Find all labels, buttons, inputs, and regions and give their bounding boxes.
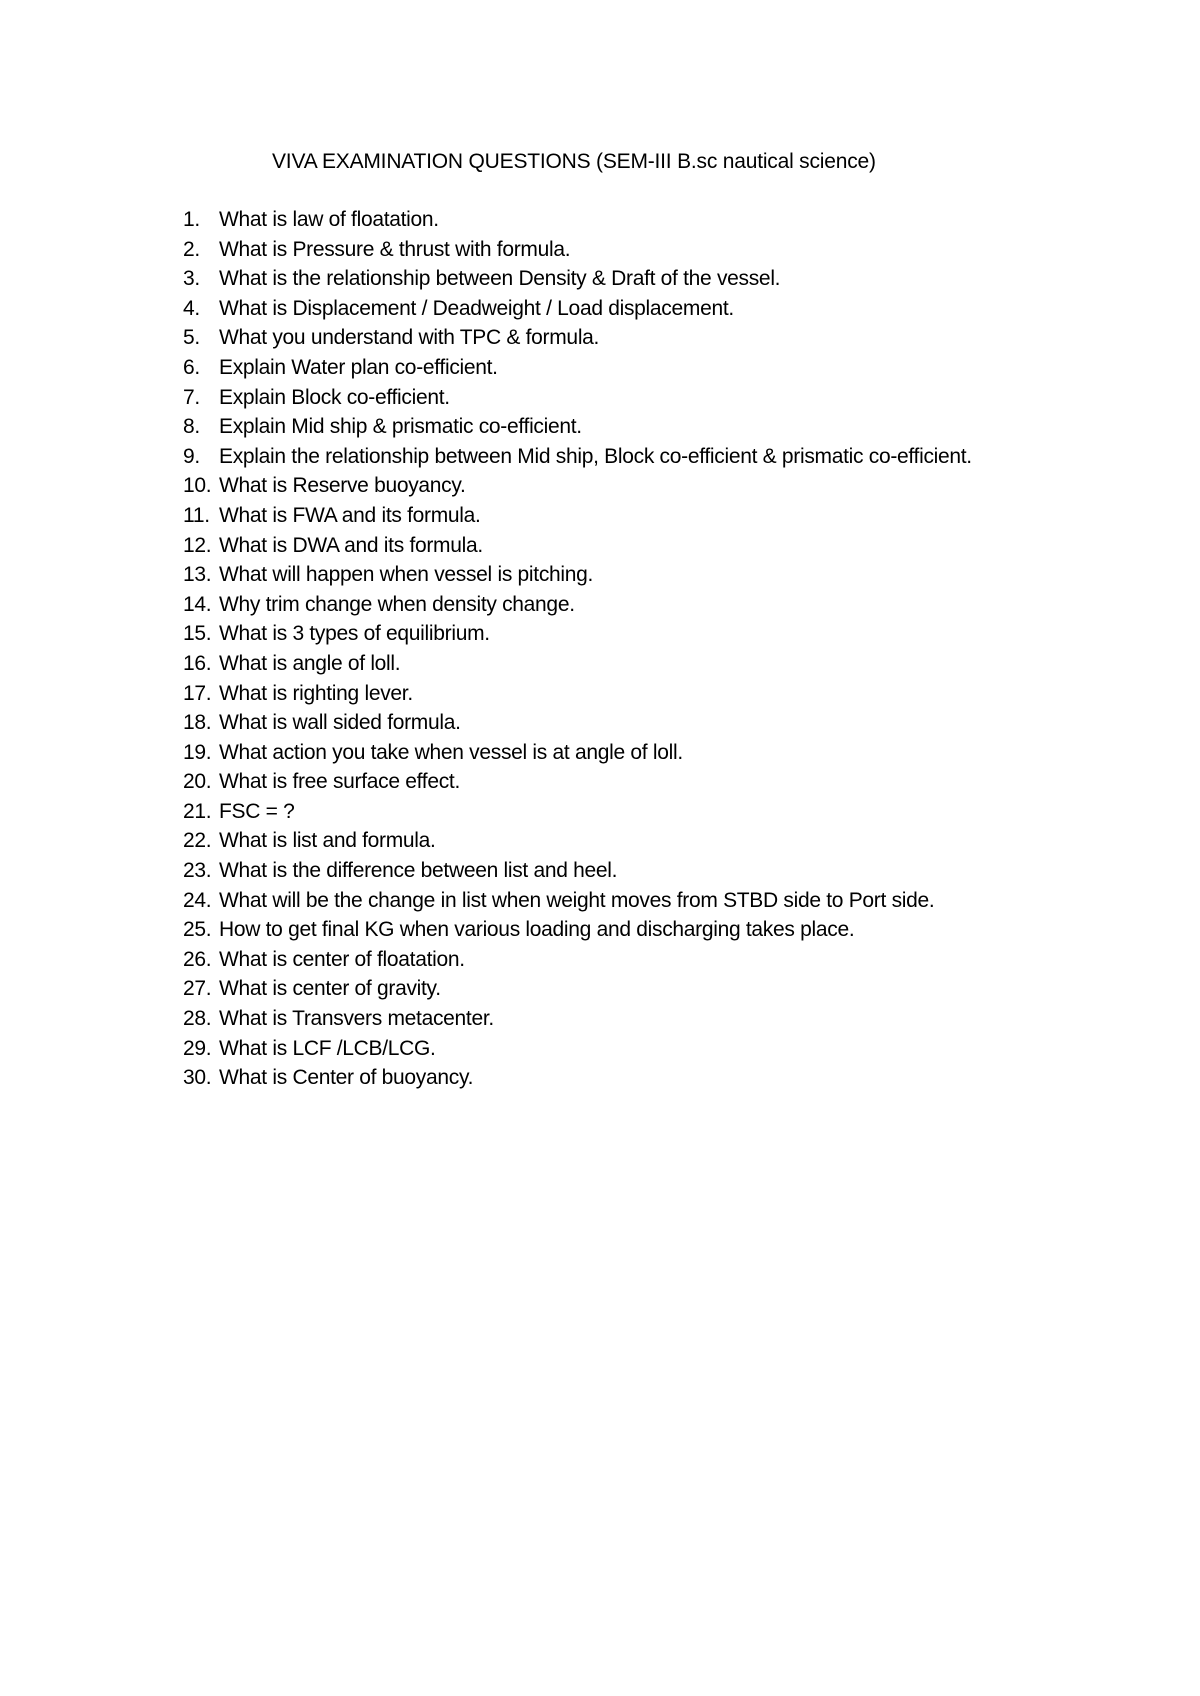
question-text: What action you take when vessel is at angle of loll. (219, 740, 683, 764)
question-text: What you understand with TPC & formula. (219, 326, 600, 350)
question-item (183, 294, 972, 324)
question-item (183, 649, 972, 679)
question-number: 16. (183, 651, 212, 675)
question-item (183, 915, 972, 945)
question-number: 25. (183, 918, 212, 942)
question-number: 13. (183, 563, 212, 587)
question-item (183, 797, 972, 827)
question-text: Explain the relationship between Mid ship, Block co-efficient & prismatic co-efficient. (219, 444, 972, 468)
question-text: What is Reserve buoyancy. (219, 474, 466, 498)
question-text: What is law of floatation. (219, 208, 439, 231)
question-text: What is righting lever. (219, 681, 413, 705)
question-text: What is list and formula. (219, 829, 436, 853)
question-text: What is free surface effect. (219, 770, 460, 794)
question-number: 4. (183, 296, 200, 320)
document-title: VIVA EXAMINATION QUESTIONS (SEM-III B.sc nautical science) (272, 150, 876, 173)
question-number: 9. (183, 444, 200, 468)
question-item (183, 442, 972, 472)
question-text: What will be the change in list when weight moves from STBD side to Port side. (219, 888, 935, 912)
question-item (183, 264, 972, 294)
question-text: What is the relationship between Density & Draft of the vessel. (219, 267, 781, 291)
question-text: What is FWA and its formula. (219, 503, 481, 527)
question-item (183, 826, 972, 856)
question-item (183, 738, 972, 768)
question-item (183, 1004, 972, 1034)
question-item (183, 1063, 972, 1093)
question-text: What will happen when vessel is pitching. (219, 563, 594, 587)
question-text: What is center of floatation. (219, 947, 465, 971)
question-text: What is the difference between list and heel. (219, 859, 618, 883)
question-text: What is Transvers metacenter. (219, 1007, 494, 1031)
question-number: 2. (183, 237, 200, 261)
question-item (183, 886, 972, 916)
question-text: What is center of gravity. (219, 977, 441, 1001)
question-number: 30. (183, 1066, 212, 1090)
question-number: 24. (183, 888, 212, 912)
question-item (183, 323, 972, 353)
question-text: What is angle of loll. (219, 651, 401, 675)
question-text: What is 3 types of equilibrium. (219, 622, 490, 646)
question-number: 19. (183, 740, 212, 764)
question-item (183, 412, 972, 442)
question-item (183, 205, 972, 235)
question-number: 29. (183, 1036, 212, 1060)
question-number: 1. (183, 208, 200, 231)
question-text: What is LCF /LCB/LCG. (219, 1036, 436, 1060)
question-item (183, 501, 972, 531)
question-text: What is Center of buoyancy. (219, 1066, 474, 1090)
question-number: 23. (183, 859, 212, 883)
question-text: FSC = ? (219, 799, 295, 823)
question-item (183, 856, 972, 886)
question-number: 14. (183, 592, 212, 616)
question-item (183, 235, 972, 265)
question-number: 28. (183, 1007, 212, 1031)
question-number: 27. (183, 977, 212, 1001)
question-number: 22. (183, 829, 212, 853)
question-text: What is Pressure & thrust with formula. (219, 237, 571, 261)
question-item (183, 560, 972, 590)
question-item (183, 945, 972, 975)
question-text: Explain Block co-efficient. (219, 385, 450, 409)
question-number: 11. (183, 503, 210, 527)
question-list (183, 205, 972, 1093)
question-item (183, 619, 972, 649)
question-number: 15. (183, 622, 212, 646)
question-number: 17. (183, 681, 212, 705)
question-text: Why trim change when density change. (219, 592, 575, 616)
question-item (183, 974, 972, 1004)
question-item (183, 353, 972, 383)
question-number: 21. (183, 799, 212, 823)
question-item (183, 767, 972, 797)
question-item (183, 383, 972, 413)
question-number: 5. (183, 326, 200, 350)
question-item (183, 708, 972, 738)
question-item (183, 531, 972, 561)
question-number: 26. (183, 947, 212, 971)
question-item (183, 590, 972, 620)
question-item (183, 1034, 972, 1064)
question-number: 20. (183, 770, 212, 794)
question-text: What is Displacement / Deadweight / Load displacement. (219, 296, 734, 320)
question-text: What is DWA and its formula. (219, 533, 483, 557)
question-number: 3. (183, 267, 200, 291)
question-number: 6. (183, 355, 200, 379)
question-text: Explain Water plan co-efficient. (219, 355, 498, 379)
question-number: 8. (183, 415, 200, 439)
question-item (183, 679, 972, 709)
question-number: 12. (183, 533, 212, 557)
question-text: How to get final KG when various loading and discharging takes place. (219, 918, 855, 942)
question-text: What is wall sided formula. (219, 711, 461, 735)
question-number: 7. (183, 385, 200, 409)
question-text: Explain Mid ship & prismatic co-efficient. (219, 415, 582, 439)
question-item (183, 471, 972, 501)
question-number: 18. (183, 711, 212, 735)
question-number: 10. (183, 474, 212, 498)
